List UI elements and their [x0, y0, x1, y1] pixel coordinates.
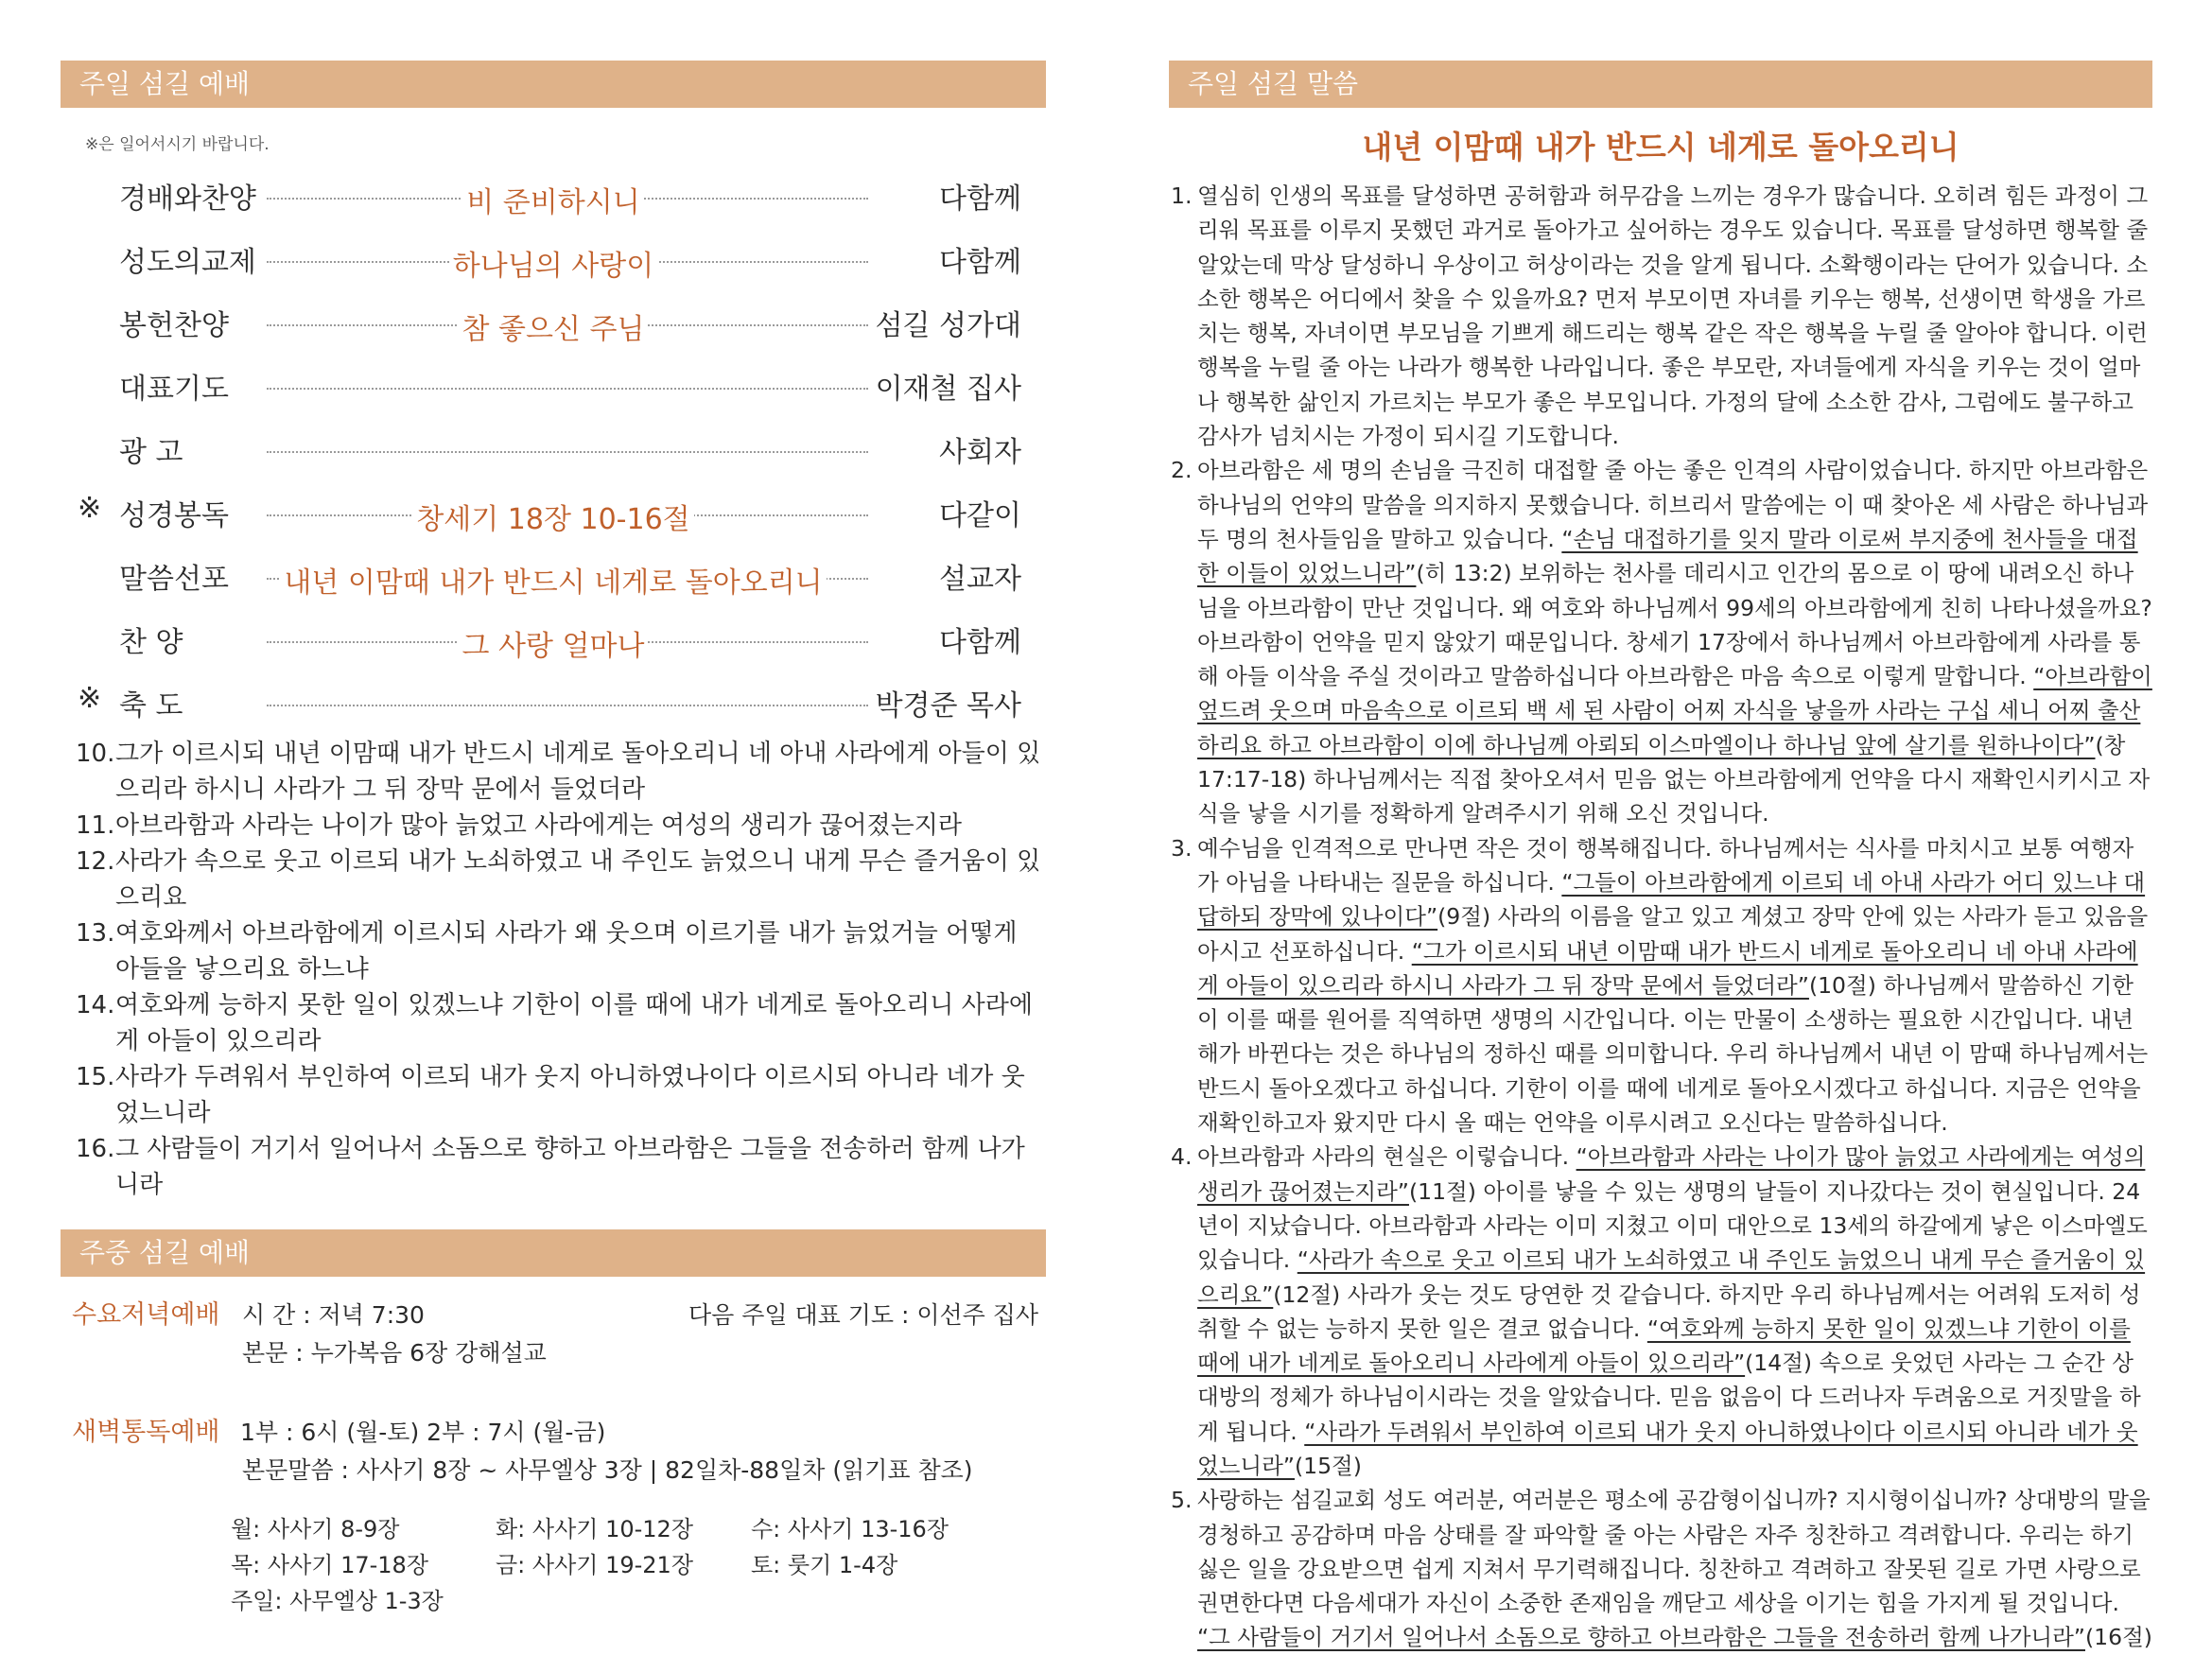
verse-number: 16.	[76, 1135, 115, 1163]
sermon-title: 내년 이맘때 내가 반드시 네게로 돌아오리니	[1362, 129, 1959, 166]
verse-number: 13.	[76, 919, 115, 948]
sermon-paragraph-1: 1. 열심히 인생의 목표를 달성하면 공허함과 허무감을 느끼는 경우가 많습니다. 오히려 힘든 과정이 그리워 목표를 이루지 못했던 과거로 돌아가고 싶어하는 경우도 있습니다. 목표를 달성하면 행복할 줄 알았는데 막상 달성하니 우상이고 허상이라는 것을 알게 됩니다. 소확행이라는 단어가 있습니다. 소소한 행복은 어디에서 찾을 수 있을까요? 먼저 부모이면 자녀를 키우는 행복, 선생이면 학생을 가르치는 행복, 자녀이면 부모님을 기쁘게 해드리는 행복 같은 작은 행복을 누릴 줄 알아야 합니다. 이런 행복을 누릴 줄 아는 나라가 행복한 나라입니다. 좋은 부모란, 자녀들에게 자식을 키우는 것이 얼마나 행복한 삶인지 가르치는 부모가 좋은 부모입니다. 가정의 달에 소소한 감사, 그럼에도 불구하고 감사가 넘치시는 가정이 되시길 기도합니다.	[1171, 183, 2149, 450]
reading-day: 주일: 사무엘상 1-3장	[231, 1588, 444, 1614]
service-item-title: 하나님의 사랑이	[449, 250, 657, 283]
service-item	[61, 672, 1046, 736]
verse-text: 그 사람들이 거기서 일어나서 소돔으로 향하고 아브라함은 그들을 전송하러 함께 나가니라	[115, 1135, 1025, 1199]
service-item-leader: 이재철 집사	[875, 373, 1021, 406]
service-item	[61, 229, 1046, 292]
verse	[76, 1059, 1046, 1131]
scripture-verses	[61, 736, 1046, 1203]
verse-number: 15.	[76, 1063, 115, 1091]
service-item-name: 경배와찬양	[119, 183, 256, 216]
verse-number: 10.	[76, 740, 115, 768]
service-item-title: 참 좋으신 주님	[459, 313, 649, 346]
wednesday-text: 본문 : 누가복음 6장 강해설교	[242, 1339, 547, 1367]
service-item-leader: 박경준 목사	[875, 689, 1021, 723]
verse	[76, 915, 1046, 987]
service-item-leader: 다함께	[939, 183, 1021, 216]
scripture-quote: “여호와께 능하지 못한 일이 있겠느냐 기한이 이를 때에 내가 네게로 돌아오리니 사라에게 아들이 있으리라”	[1197, 1315, 2131, 1377]
scripture-quote: “아브라함이 엎드려 웃으며 마음속으로 이르되 백 세 된 사람이 어찌 자식을 낳을까 사라는 구십 세니 어찌 출산하리요 하고 아브라함이 이에 하나님께 아뢰되 이스마엘이나 하나님 앞에 살기를 원하나이다”	[1197, 663, 2152, 758]
dawn-text: 본문말씀 : 사사기 8장 ~ 사무엘상 3장 | 82일차-88일차 (읽기표 참조)	[242, 1456, 973, 1484]
service-item-title: 비 준비하시니	[462, 186, 643, 219]
verse-text: 아브라함과 사라는 나이가 많아 늙었고 사라에게는 여성의 생리가 끊어졌는지라	[115, 811, 962, 840]
sermon-header: 주일 섬길 말씀	[1169, 61, 2152, 108]
sermon-paragraph-4: 4. 아브라함과 사라의 현실은 이렇습니다. “아브라함과 사라는 나이가 많아 늙었고 사라에게는 여성의 생리가 끊어졌는지라”(11절) 아이를 낳을 수 있는 생명의 날들이 지나갔다는 것이 현실입니다. 24년이 지났습니다. 아브라함과 사라는 이미 지쳤고 이미 대안으로 13세의 하갈에게 낳은 이스마엘도 있습니다. “사라가 속으로 웃고 이르되 내가 노쇠하였고 내 주인도 늙었으니 내게 무슨 즐거움이 있으리요”(12절) 사라가 웃는 것도 당연한 것 같습니다. 하지만 우리 하나님께서는 어려워 도저히 성취할 수 없는 능하지 못한 일은 결코 없습니다. “여호와께 능하지 못한 일이 있겠느냐 기한이 이를 때에 내가 네게로 돌아오리니 사라에게 아들이 있으리라”(14절) 속으로 웃었던 사라는 그 순간 상대방의 정체가 하나님이시라는 것을 알았습니다. 믿음 없음이 다 드러나자 두려움으로 거짓말을 하게 됩니다. “사라가 두려워서 부인하여 이르되 내가 웃지 아니하였나이다 이르시되 아니라 네가 웃었느니라”(15절)	[1171, 1143, 2148, 1479]
service-item-leader: 섬길 성가대	[875, 309, 1021, 342]
reading-day: 금: 사사기 19-21장	[496, 1552, 694, 1578]
sermon-paragraph-3: 3. 예수님을 인격적으로 만나면 작은 것이 행복해집니다. 하나님께서는 식사를 마치시고 보통 여행자가 아님을 나타내는 질문을 하십니다. “그들이 아브라함에게 이르되 네 아내 사라가 어디 있느냐 대답하되 장막에 있나이다”(9절) 사라의 이름을 알고 있고 계셨고 장막 안에 있는 사라가 듣고 있음을 아시고 선포하십니다. “그가 이르시되 내년 이맘때 내가 반드시 네게로 돌아오리니 네 아내 사라에게 아들이 있으리라 하시니 사라가 그 뒤 장막 문에서 들었더라”(10절) 하나님께서 말씀하신 기한이 이를 때를 원어를 직역하면 생명의 시간입니다. 이는 만물이 소생하는 필요한 시간입니다. 내년 해가 바뀐다는 것은 하나님의 정하신 때를 의미합니다. 우리 하나님께서 내년 이 맘때 하나님께서는 반드시 돌아오겠다고 하십니다. 기한이 이를 때에 네게로 돌아오시겠다고 하십니다. 지금은 언약을 재확인하고자 왔지만 다시 올 때는 언약을 이루시려고 오신다는 말씀하십니다.	[1171, 834, 2149, 1137]
service-item-leader: 다함께	[939, 626, 1021, 659]
verse-text: 여호와께서 아브라함에게 이르시되 사라가 왜 웃으며 이르기를 내가 늙었거늘 어떻게 아들을 낳으리요 하느냐	[115, 919, 1018, 984]
service-item-name: 대표기도	[119, 373, 229, 406]
reading-day: 수: 사사기 13-16장	[751, 1516, 949, 1542]
service-item-name: 축 도	[119, 689, 183, 723]
dawn-time: 1부 : 6시 (월-토) 2부 : 7시 (월-금)	[240, 1419, 606, 1446]
next-prayer: 다음 주일 대표 기도 : 이선주 집사	[688, 1301, 1039, 1329]
service-item-name: 찬 양	[119, 626, 183, 659]
service-item-title: 내년 이맘때 내가 반드시 네게로 돌아오리니	[280, 566, 826, 600]
worship-column	[61, 61, 1046, 1619]
sermon-paragraph-2: 2. 아브라함은 세 명의 손님을 극진히 대접할 줄 아는 좋은 인격의 사람이었습니다. 하지만 아브라함은 하나님의 언약의 말씀을 의지하지 못했습니다. 히브리서 말씀에는 이 때 찾아온 세 사람은 하나님과 두 명의 천사들임을 말하고 있습니다. “손님 대접하기를 잊지 말라 이로써 부지중에 천사들을 대접한 이들이 있었느니라”(히 13:2) 보위하는 천사를 데리시고 인간의 몸으로 이 땅에 내려오신 하나님을 아브라함이 만난 것입니다. 왜 여호와 하나님께서 99세의 아브라함에게 친히 나타나셨을까요? 아브라함이 언약을 믿지 않았기 때문입니다. 창세기 17장에서 하나님께서 아브라함에게 사라를 통해 아들 이삭을 주실 것이라고 말씀하십니다 아브라함은 마음 속으로 이렇게 말합니다. “아브라함이 엎드려 웃으며 마음속으로 이르되 백 세 된 사람이 어찌 자식을 낳을까 사라는 구십 세니 어찌 출산하리요 하고 아브라함이 이에 하나님께 아뢰되 이스마엘이나 하나님 앞에 살기를 원하나이다”(창 17:17-18) 하나님께서는 직접 찾아오셔서 믿음 없는 아브라함에게 언약을 다시 재확인시키시고 자식을 낳을 시기를 정확하게 알려주시기 위해 오신 것입니다.	[1171, 457, 2152, 828]
reading-day: 목: 사사기 17-18장	[231, 1552, 429, 1578]
verse-number: 11.	[76, 811, 115, 840]
service-item	[61, 546, 1046, 609]
service-item	[61, 356, 1046, 419]
verse-text: 여호와께 능하지 못한 일이 있겠느냐 기한이 이를 때에 내가 네게로 돌아오리니 사라에게 아들이 있으리라	[115, 991, 1033, 1055]
service-item	[61, 609, 1046, 672]
leader-dots	[267, 451, 868, 453]
verse-text: 사라가 속으로 웃고 이르되 내가 노쇠하였고 내 주인도 늙었으니 내게 무슨 즐거움이 있으리요	[115, 847, 1041, 912]
verse-text: 그가 이르시되 내년 이맘때 내가 반드시 네게로 돌아오리니 네 아내 사라에게 아들이 있으리라 하시니 사라가 그 뒤 장막 문에서 들었더라	[115, 740, 1041, 804]
service-item	[61, 482, 1046, 546]
worship-header: 주일 섬길 예배	[61, 61, 1046, 108]
scripture-quote: “그 사람들이 거기서 일어나서 소돔으로 향하고 아브라함은 그들을 전송하러 함께 나가니라”	[1197, 1624, 2085, 1651]
service-item-leader: 다함께	[939, 246, 1021, 279]
service-item-name: 봉헌찬양	[119, 309, 229, 342]
sermon-paragraph-5: 5. 사랑하는 섬길교회 성도 여러분, 여러분은 평소에 공감형이십니까? 지시형이십니까? 상대방의 말을 경청하고 공감하며 마음 상태를 잘 파악할 줄 아는 사람은 자주 칭찬하고 격려합니다. 우리는 하기 싫은 일을 강요받으면 쉽게 지쳐서 무기력해집니다. 칭찬하고 격려하고 잘못된 길로 가면 사랑으로 권면한다면 다음세대가 자신이 소중한 존재임을 깨닫고 세상을 이기는 힘을 가지게 될 것입니다. “그 사람들이 거기서 일어나서 소돔으로 향하고 아브라함은 그들을 전송하러 함께 나가니라”(16절)	[1171, 1487, 2152, 1651]
scripture-quote: “손님 대접하기를 잊지 말라 이로써 부지중에 천사들을 대접한 이들이 있었느니라”	[1197, 525, 2138, 587]
weekday-services	[61, 1298, 1046, 1619]
verse-number: 14.	[76, 991, 115, 1019]
service-item-name: 성도의교제	[119, 246, 256, 279]
service-item	[61, 419, 1046, 482]
verse	[76, 844, 1046, 915]
reading-day: 월: 사사기 8-9장	[231, 1516, 400, 1542]
reading-day: 화: 사사기 10-12장	[496, 1516, 694, 1542]
service-item-title: 그 사랑 얼마나	[459, 630, 649, 663]
service-item-name: 광 고	[119, 436, 183, 469]
scripture-quote: “아브라함과 사라는 나이가 많아 늙었고 사라에게는 여성의 생리가 끊어졌는지라”	[1197, 1143, 2146, 1205]
wednesday-time: 시 간 : 저녁 7:30	[242, 1301, 425, 1329]
order-of-service	[61, 166, 1046, 736]
verse-text: 사라가 두려워서 부인하여 이르되 내가 웃지 아니하였나이다 이르시되 아니라 네가 웃었느니라	[115, 1063, 1025, 1127]
verse	[76, 808, 1046, 844]
wednesday-label: 수요저녁예배	[72, 1300, 220, 1330]
scripture-quote: “그들이 아브라함에게 이르되 네 아내 사라가 어디 있느냐 대답하되 장막에 있나이다”	[1197, 868, 2146, 931]
verse-number: 12.	[76, 847, 115, 876]
service-item-name: 성경봉독	[119, 499, 229, 532]
reading-day: 토: 룻기 1-4장	[751, 1552, 898, 1578]
standing-mark: ※	[78, 492, 102, 525]
sermon-column	[1169, 61, 2152, 1655]
service-item	[61, 166, 1046, 229]
service-item-leader: 사회자	[939, 436, 1021, 469]
weekday-header: 주중 섬길 예배	[61, 1229, 1046, 1277]
scripture-quote: “사라가 속으로 웃고 이르되 내가 노쇠하였고 내 주인도 늙었으니 내게 무슨 즐거움이 있으리요”	[1197, 1246, 2146, 1308]
service-item-name: 말씀선포	[119, 563, 229, 596]
scripture-quote: “그가 이르시되 내년 이맘때 내가 반드시 네게로 돌아오리니 네 아내 사라에게 아들이 있으리라 하시니 사라가 그 뒤 장막 문에서 들었더라”	[1197, 937, 2138, 999]
reading-schedule	[61, 1511, 1046, 1619]
standing-mark: ※	[78, 682, 102, 715]
scripture-quote: “사라가 두려워서 부인하여 이르되 내가 웃지 아니하였나이다 이르시되 아니라 네가 웃었느니라”	[1197, 1418, 2138, 1479]
leader-dots	[267, 705, 868, 706]
dawn-label: 새벽통독예배	[72, 1418, 220, 1447]
verse	[76, 1131, 1046, 1203]
verse	[76, 987, 1046, 1059]
service-item-leader: 설교자	[939, 563, 1021, 596]
leader-dots	[267, 388, 868, 390]
verse	[76, 736, 1046, 808]
standing-note: ※은 일어서시기 바랍니다.	[85, 135, 270, 154]
service-item	[61, 292, 1046, 356]
service-item-title: 창세기 18장 10-16절	[412, 503, 693, 536]
service-item-leader: 다같이	[939, 499, 1021, 532]
